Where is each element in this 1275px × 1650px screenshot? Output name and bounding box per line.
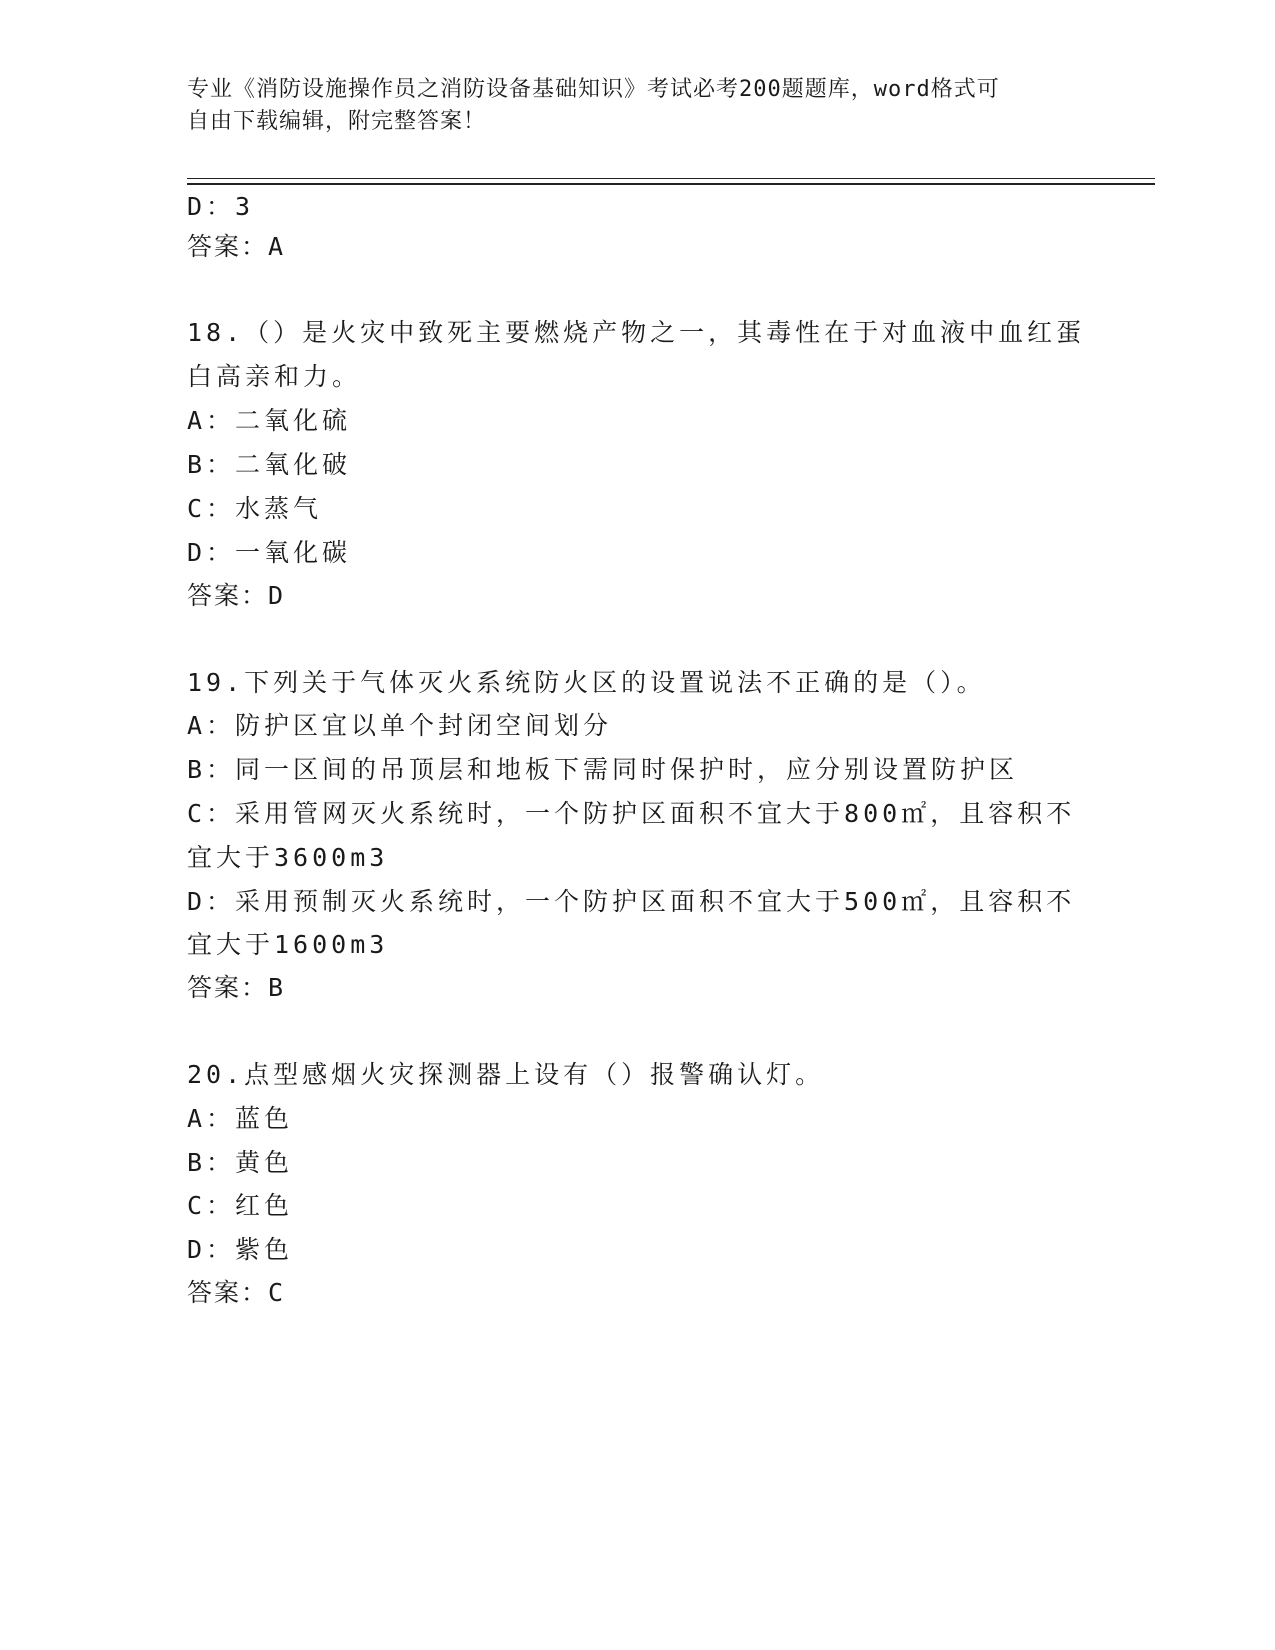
q19-option-d-line-1: D：采用预制灭火系统时，一个防护区面积不宜大于500㎡，且容积不 (187, 887, 1076, 916)
q20-answer: 答案：C (187, 1278, 286, 1307)
q20-stem: 20.点型感烟火灾探测器上设有（）报警确认灯。 (187, 1060, 825, 1089)
q19-option-c-line-1: C：采用管网灭火系统时，一个防护区面积不宜大于800㎡，且容积不 (187, 799, 1076, 828)
header-divider-thick (187, 183, 1155, 185)
q18-stem-line-2: 白高亲和力。 (187, 362, 362, 391)
q20-option-c: C：红色 (187, 1191, 294, 1220)
prev-answer: 答案：A (187, 232, 286, 261)
prev-option-d: D：3 (187, 192, 255, 221)
header-divider-thin (187, 178, 1155, 179)
document-header (187, 74, 1087, 138)
q19-option-a: A：防护区宜以单个封闭空间划分 (187, 711, 613, 740)
q19-option-c-line-2: 宜大于3600m3 (187, 843, 389, 872)
q19-answer: 答案：B (187, 973, 286, 1002)
q19-option-d-line-2: 宜大于1600m3 (187, 930, 389, 959)
q20-option-a: A：蓝色 (187, 1104, 294, 1133)
q18-answer: 答案：D (187, 581, 286, 610)
q20-option-d: D：紫色 (187, 1235, 294, 1264)
header-title-line-2: 自由下载编辑，附完整答案！ (187, 109, 487, 134)
q20-option-b: B：黄色 (187, 1148, 294, 1177)
q18-option-c: C：水蒸气 (187, 494, 323, 523)
q18-option-d: D：一氧化碳 (187, 538, 352, 567)
q19-option-b: B：同一区间的吊顶层和地板下需同时保护时，应分别设置防护区 (187, 755, 1019, 784)
q18-stem-line-1: 18.（）是火灾中致死主要燃烧产物之一，其毒性在于对血液中血红蛋 (187, 318, 1086, 347)
q19-stem: 19.下列关于气体灭火系统防火区的设置说法不正确的是（）。 (187, 668, 986, 697)
header-title-line-1: 专业《消防设施操作员之消防设备基础知识》考试必考200题题库，word格式可 (187, 77, 1000, 102)
q18-option-a: A：二氧化硫 (187, 406, 352, 435)
q18-option-b: B：二氧化破 (187, 450, 352, 479)
